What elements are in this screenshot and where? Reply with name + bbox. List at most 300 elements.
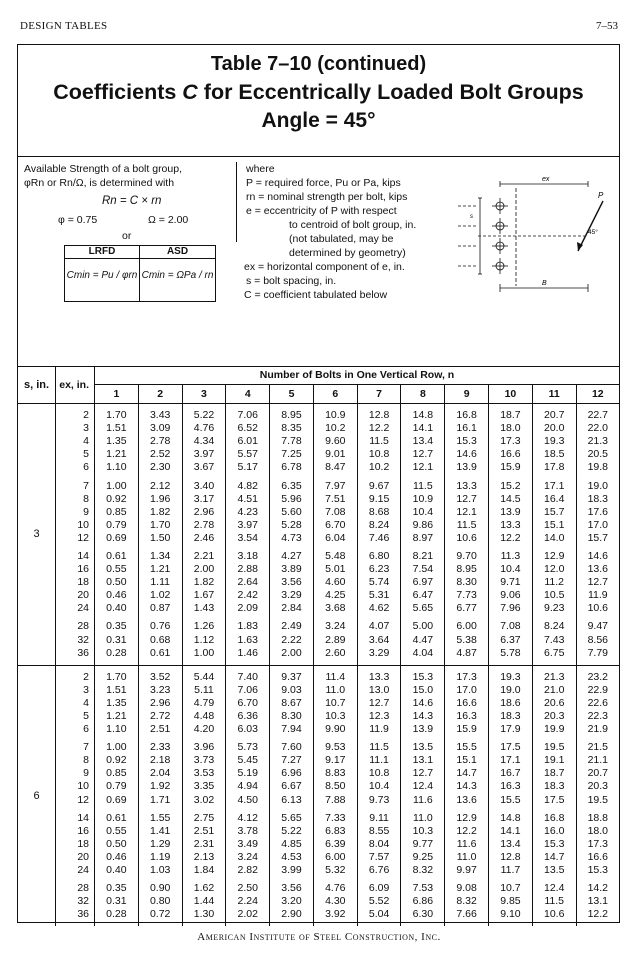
coef-value: 16.7 xyxy=(489,767,533,780)
n-header-2: 2 xyxy=(138,385,182,404)
p-label: P xyxy=(598,191,604,200)
coef-value: 15.5 xyxy=(489,794,533,807)
coef-value: 11.3 xyxy=(489,550,533,563)
coef-value: 4.62 xyxy=(357,602,401,615)
coef-value: 4.27 xyxy=(270,550,314,563)
coef-value: 2.46 xyxy=(182,532,226,545)
coef-value: 1.21 xyxy=(138,563,182,576)
coef-value: 15.2 xyxy=(489,479,533,492)
coef-value: 2.50 xyxy=(226,882,270,895)
coef-value: 15.3 xyxy=(445,435,489,448)
coef-value: 21.0 xyxy=(532,684,576,697)
coef-value: 6.39 xyxy=(313,838,357,851)
def-e-3: (not tabulated, may be xyxy=(289,233,394,245)
title-block xyxy=(18,45,619,157)
coef-value: 0.87 xyxy=(138,602,182,615)
strength-formula: Rn = C × rn xyxy=(102,195,162,207)
ex-value: 8 xyxy=(56,493,95,506)
coef-value: 4.51 xyxy=(226,493,270,506)
ex-value: 20 xyxy=(56,851,95,864)
coef-value: 17.3 xyxy=(489,435,533,448)
gap-cell xyxy=(445,921,489,926)
def-p: P = required force, Pu or Pa, kips xyxy=(246,177,401,189)
coef-value: 22.9 xyxy=(587,683,609,696)
coef-value: 5.00 xyxy=(401,620,445,633)
coef-value: 4.23 xyxy=(226,506,270,519)
coef-value: 8.47 xyxy=(313,461,357,474)
coef-value: 5.78 xyxy=(489,647,533,660)
table-row xyxy=(18,563,619,576)
coef-value: 4.20 xyxy=(182,723,226,736)
table-row xyxy=(18,647,619,660)
n-header-8: 8 xyxy=(401,385,445,404)
strength-text-2: φRn or Rn/Ω, is determined with xyxy=(24,177,175,189)
coef-value: 7.08 xyxy=(489,620,533,633)
coef-value: 6.52 xyxy=(226,422,270,435)
coef-value: 22.0 xyxy=(587,422,609,435)
coef-value: 19.5 xyxy=(532,741,576,754)
coef-value: 3.96 xyxy=(182,741,226,754)
coef-value: 12.2 xyxy=(587,908,609,921)
coef-value: 1.70 xyxy=(138,519,182,532)
table-row xyxy=(18,794,619,807)
coef-value: 3.35 xyxy=(182,780,226,793)
coef-value: 0.50 xyxy=(95,576,139,589)
table-row xyxy=(18,409,619,422)
def-e-4: determined by geometry) xyxy=(289,247,406,259)
coef-value: 12.2 xyxy=(445,825,489,838)
table-row xyxy=(18,754,619,767)
coef-value: 1.67 xyxy=(182,589,226,602)
coef-value: 23.2 xyxy=(587,670,609,683)
coef-value: 12.3 xyxy=(357,710,401,723)
coef-value: 6.75 xyxy=(532,647,576,660)
def-s: s = bolt spacing, in. xyxy=(246,275,337,287)
coef-value: 22.7 xyxy=(587,409,609,422)
coef-value: 1.11 xyxy=(138,576,182,589)
gap-cell xyxy=(182,921,226,926)
coef-value: 12.9 xyxy=(532,550,576,563)
coef-value: 13.9 xyxy=(489,506,533,519)
coef-value: 11.2 xyxy=(532,576,576,589)
coef-value: 11.0 xyxy=(401,812,445,825)
coef-value: 1.34 xyxy=(138,550,182,563)
coef-value: 17.0 xyxy=(445,684,489,697)
page-number: 7–53 xyxy=(596,20,618,32)
coef-value: 2.42 xyxy=(226,589,270,602)
coef-value: 3.52 xyxy=(138,671,182,684)
ex-value: 6 xyxy=(56,723,95,736)
coef-value: 5.65 xyxy=(270,812,314,825)
coef-value: 4.04 xyxy=(401,647,445,660)
coef-value: 20.6 xyxy=(532,697,576,710)
coef-value: 1.41 xyxy=(138,825,182,838)
coef-value: 1.55 xyxy=(138,812,182,825)
coef-value: 1.35 xyxy=(95,697,139,710)
coef-value: 16.6 xyxy=(587,850,609,863)
coef-value: 5.31 xyxy=(357,589,401,602)
coef-value: 5.22 xyxy=(182,409,226,422)
coef-value: 5.17 xyxy=(226,461,270,474)
coef-value: 0.69 xyxy=(95,532,139,545)
coef-value: 6.77 xyxy=(445,602,489,615)
coef-value: 1.82 xyxy=(138,506,182,519)
coef-value: 18.6 xyxy=(489,697,533,710)
coef-value: 7.25 xyxy=(270,448,314,461)
table-row xyxy=(18,908,619,921)
ex-value: 4 xyxy=(56,435,95,448)
coef-value: 9.23 xyxy=(532,602,576,615)
coef-value: 2.21 xyxy=(182,550,226,563)
coef-value: 2.00 xyxy=(270,647,314,660)
coef-value: 9.90 xyxy=(313,723,357,736)
table-row xyxy=(18,851,619,864)
coef-value: 2.22 xyxy=(270,634,314,647)
coef-value: 1.51 xyxy=(95,684,139,697)
coef-value: 1.83 xyxy=(226,620,270,633)
table-row xyxy=(18,864,619,877)
coef-value: 7.51 xyxy=(313,493,357,506)
coef-value: 15.5 xyxy=(445,741,489,754)
coef-value: 6.13 xyxy=(270,794,314,807)
ex-value: 4 xyxy=(56,697,95,710)
coef-value: 9.15 xyxy=(357,493,401,506)
coef-value: 6.00 xyxy=(313,851,357,864)
coef-value: 11.9 xyxy=(587,589,608,602)
coef-value: 13.5 xyxy=(401,741,445,754)
coef-value: 3.56 xyxy=(270,882,314,895)
coef-value: 12.8 xyxy=(489,851,533,864)
ex-value: 5 xyxy=(56,448,95,461)
coef-value: 2.13 xyxy=(182,851,226,864)
coef-value: 2.89 xyxy=(313,634,357,647)
coef-value: 10.9 xyxy=(313,409,357,422)
ex-value: 32 xyxy=(56,634,95,647)
ex-label: ex xyxy=(542,176,550,183)
coef-value: 18.3 xyxy=(489,710,533,723)
coef-value: 20.5 xyxy=(587,448,609,461)
coef-value: 12.0 xyxy=(532,563,576,576)
asd-formula: Cmin = ΩPa / rn xyxy=(141,270,214,281)
coef-value: 9.10 xyxy=(489,908,533,921)
coef-value: 3.92 xyxy=(313,908,357,921)
coef-value: 8.30 xyxy=(445,576,489,589)
coef-value: 8.56 xyxy=(587,633,609,646)
coef-value: 3.78 xyxy=(226,825,270,838)
coef-value: 9.47 xyxy=(587,620,609,633)
coef-value: 21.1 xyxy=(587,754,609,767)
coef-value: 10.4 xyxy=(357,780,401,793)
def-e-2: to centroid of bolt group, in. xyxy=(289,219,417,231)
coef-value: 8.68 xyxy=(357,506,401,519)
coef-value: 20.7 xyxy=(587,767,609,780)
coef-value: 1.82 xyxy=(182,576,226,589)
coef-value: 13.3 xyxy=(445,479,489,492)
coef-value: 7.06 xyxy=(226,684,270,697)
coef-value: 7.08 xyxy=(313,506,357,519)
table-row xyxy=(18,780,619,793)
coef-value: 3.02 xyxy=(182,794,226,807)
coef-value: 3.53 xyxy=(182,767,226,780)
coef-value: 8.32 xyxy=(401,864,445,877)
ex-value: 18 xyxy=(56,838,95,851)
gap-cell xyxy=(532,921,576,926)
coef-value: 7.27 xyxy=(270,754,314,767)
footer: American Institute of Steel Construction, Inc. xyxy=(197,931,441,943)
coef-value: 15.1 xyxy=(532,519,576,532)
coef-value: 5.74 xyxy=(357,576,401,589)
lrfd-formula: Cmin = Pu / φrn xyxy=(66,270,138,281)
table-row xyxy=(18,767,619,780)
coef-value: 9.17 xyxy=(313,754,357,767)
coef-value: 13.6 xyxy=(445,794,489,807)
table-row xyxy=(18,741,619,754)
coef-value: 10.4 xyxy=(401,506,445,519)
coef-value: 1.00 xyxy=(95,741,139,754)
coef-value: 6.01 xyxy=(226,435,270,448)
coef-value: 22.6 xyxy=(587,696,609,709)
coef-value: 6.86 xyxy=(401,895,445,908)
coef-value: 3.40 xyxy=(182,479,226,492)
coef-value: 2.78 xyxy=(182,519,226,532)
table-row xyxy=(18,550,619,563)
coef-value: 7.54 xyxy=(401,563,445,576)
coef-value: 11.5 xyxy=(357,435,401,448)
coef-value: 6.67 xyxy=(270,780,314,793)
coef-value: 10.7 xyxy=(489,882,533,895)
coef-value: 14.0 xyxy=(532,532,576,545)
coef-value: 12.7 xyxy=(401,767,445,780)
coef-value: 4.47 xyxy=(401,634,445,647)
table-row xyxy=(18,435,619,448)
coef-value: 21.9 xyxy=(587,723,609,736)
coef-value: 21.5 xyxy=(587,741,609,754)
coef-value: 12.2 xyxy=(489,532,533,545)
coef-value: 2.00 xyxy=(182,563,226,576)
s-header: s, in. xyxy=(18,366,56,404)
ex-value: 5 xyxy=(56,710,95,723)
coef-value: 15.1 xyxy=(445,754,489,767)
coef-value: 1.70 xyxy=(95,409,139,422)
gap-cell xyxy=(489,921,533,926)
coef-value: 2.88 xyxy=(226,563,270,576)
coef-value: 10.2 xyxy=(357,461,401,474)
coef-value: 2.33 xyxy=(138,741,182,754)
coef-value: 0.35 xyxy=(95,620,139,633)
coef-value: 12.1 xyxy=(445,506,489,519)
coef-value: 4.87 xyxy=(445,647,489,660)
coef-value: 18.3 xyxy=(532,780,576,793)
or-text: or xyxy=(122,230,132,242)
coef-value: 18.7 xyxy=(489,409,533,422)
coef-value: 11.6 xyxy=(445,838,489,851)
coef-value: 11.5 xyxy=(401,479,445,492)
coef-value: 4.50 xyxy=(226,794,270,807)
coef-value: 17.0 xyxy=(587,518,609,531)
table-row xyxy=(18,710,619,723)
coef-value: 0.80 xyxy=(138,895,182,908)
coef-value: 19.5 xyxy=(587,793,609,806)
coef-value: 9.70 xyxy=(445,550,489,563)
coef-value: 12.2 xyxy=(357,422,401,435)
coef-value: 7.79 xyxy=(587,646,609,659)
coef-value: 4.48 xyxy=(182,710,226,723)
coef-value: 14.8 xyxy=(489,812,533,825)
coef-value: 6.00 xyxy=(445,620,489,633)
coef-value: 1.10 xyxy=(95,723,139,736)
coef-value: 16.0 xyxy=(532,825,576,838)
coef-value: 4.85 xyxy=(270,838,314,851)
ex-value: 10 xyxy=(56,780,95,793)
gap-cell xyxy=(95,921,139,926)
lrfd-header: LRFD xyxy=(88,246,116,257)
coef-value: 0.55 xyxy=(95,825,139,838)
coef-value: 5.01 xyxy=(313,563,357,576)
coef-value: 7.43 xyxy=(532,634,576,647)
coef-value: 1.35 xyxy=(95,435,139,448)
coef-value: 7.33 xyxy=(313,812,357,825)
coef-value: 3.29 xyxy=(357,647,401,660)
coef-value: 3.64 xyxy=(357,634,401,647)
coef-value: 0.40 xyxy=(95,602,139,615)
coef-value: 2.24 xyxy=(226,895,270,908)
coef-value: 2.12 xyxy=(138,479,182,492)
table-angle: Angle = 45° xyxy=(261,109,376,132)
coef-value: 7.46 xyxy=(357,532,401,545)
coef-value: 12.4 xyxy=(532,882,576,895)
coef-value: 6.09 xyxy=(357,882,401,895)
ex-value: 8 xyxy=(56,754,95,767)
def-c: C = coefficient tabulated below xyxy=(244,289,388,301)
coef-value: 0.31 xyxy=(95,895,139,908)
coef-value: 9.60 xyxy=(313,435,357,448)
coef-value: 1.00 xyxy=(95,479,139,492)
coef-value: 9.25 xyxy=(401,851,445,864)
coef-value: 13.1 xyxy=(587,895,609,908)
coef-value: 7.40 xyxy=(226,671,270,684)
coef-value: 4.82 xyxy=(226,479,270,492)
coef-value: 6.37 xyxy=(489,634,533,647)
coef-value: 7.73 xyxy=(445,589,489,602)
running-header-left: DESIGN TABLES xyxy=(20,20,108,32)
coef-value: 5.32 xyxy=(313,864,357,877)
coef-value: 2.96 xyxy=(182,506,226,519)
coef-value: 8.50 xyxy=(313,780,357,793)
ex-value: 16 xyxy=(56,563,95,576)
s-value: 3 xyxy=(18,404,56,666)
coef-value: 6.04 xyxy=(313,532,357,545)
coef-value: 0.61 xyxy=(95,550,139,563)
coef-value: 8.55 xyxy=(357,825,401,838)
s-label: s xyxy=(470,214,473,220)
coef-value: 2.51 xyxy=(138,723,182,736)
coef-value: 17.1 xyxy=(532,479,576,492)
coef-value: 1.51 xyxy=(95,422,139,435)
coef-value: 13.9 xyxy=(445,461,489,474)
coef-value: 6.36 xyxy=(226,710,270,723)
coef-value: 4.94 xyxy=(226,780,270,793)
coef-value: 0.28 xyxy=(95,647,139,660)
coef-value: 3.49 xyxy=(226,838,270,851)
coef-value: 1.29 xyxy=(138,838,182,851)
coef-value: 4.25 xyxy=(313,589,357,602)
table-row xyxy=(18,882,619,895)
coef-value: 21.3 xyxy=(532,671,576,684)
table-row xyxy=(18,812,619,825)
table-row xyxy=(18,838,619,851)
coefficient-table xyxy=(18,366,619,926)
coef-value: 7.53 xyxy=(401,882,445,895)
coef-value: 0.85 xyxy=(95,767,139,780)
coef-value: 0.61 xyxy=(95,812,139,825)
coef-value: 3.17 xyxy=(182,493,226,506)
coef-value: 0.31 xyxy=(95,634,139,647)
angle-label: 45° xyxy=(588,229,598,236)
coef-value: 10.6 xyxy=(587,602,609,615)
ex-header: ex, in. xyxy=(56,366,95,404)
coef-value: 4.60 xyxy=(313,576,357,589)
ex-value: 9 xyxy=(56,506,95,519)
coef-value: 2.82 xyxy=(226,864,270,877)
coef-value: 14.3 xyxy=(401,710,445,723)
coef-value: 5.60 xyxy=(270,506,314,519)
ex-value: 3 xyxy=(56,422,95,435)
coef-value: 15.7 xyxy=(587,531,609,544)
coef-value: 2.51 xyxy=(182,825,226,838)
coef-value: 10.7 xyxy=(313,697,357,710)
coef-value: 17.6 xyxy=(587,505,609,518)
ex-value: 12 xyxy=(56,532,95,545)
coef-value: 10.9 xyxy=(401,493,445,506)
coef-value: 14.7 xyxy=(532,851,576,864)
coef-value: 3.97 xyxy=(226,519,270,532)
coef-value: 19.0 xyxy=(587,479,609,492)
n-header-6: 6 xyxy=(313,385,357,404)
table-row xyxy=(18,506,619,519)
coef-value: 14.3 xyxy=(445,780,489,793)
gap-cell xyxy=(576,921,619,926)
asd-header: ASD xyxy=(166,246,189,257)
n-header-12: 12 xyxy=(576,385,619,404)
coef-value: 6.78 xyxy=(270,461,314,474)
coef-value: 10.3 xyxy=(313,710,357,723)
coef-value: 10.8 xyxy=(357,448,401,461)
coef-value: 7.88 xyxy=(313,794,357,807)
coef-value: 5.48 xyxy=(313,550,357,563)
ex-value: 3 xyxy=(56,684,95,697)
coef-value: 1.43 xyxy=(182,602,226,615)
coef-value: 19.8 xyxy=(587,461,609,474)
coef-value: 9.73 xyxy=(357,794,401,807)
coef-value: 10.2 xyxy=(313,422,357,435)
n-caption: Number of Bolts in One Vertical Row, n xyxy=(95,366,620,385)
coef-value: 0.55 xyxy=(95,563,139,576)
gap-cell xyxy=(401,921,445,926)
coef-value: 2.72 xyxy=(138,710,182,723)
coef-value: 9.37 xyxy=(270,671,314,684)
coef-value: 12.8 xyxy=(357,409,401,422)
def-ex: ex = horizontal component of e, in. xyxy=(244,261,405,273)
coef-value: 7.94 xyxy=(270,723,314,736)
coef-value: 8.30 xyxy=(270,710,314,723)
coef-value: 5.38 xyxy=(445,634,489,647)
coef-value: 8.35 xyxy=(270,422,314,435)
ex-value: 32 xyxy=(56,895,95,908)
coef-value: 5.96 xyxy=(270,493,314,506)
coef-value: 17.9 xyxy=(489,723,533,736)
ex-value: 14 xyxy=(56,550,95,563)
coef-value: 2.75 xyxy=(182,812,226,825)
